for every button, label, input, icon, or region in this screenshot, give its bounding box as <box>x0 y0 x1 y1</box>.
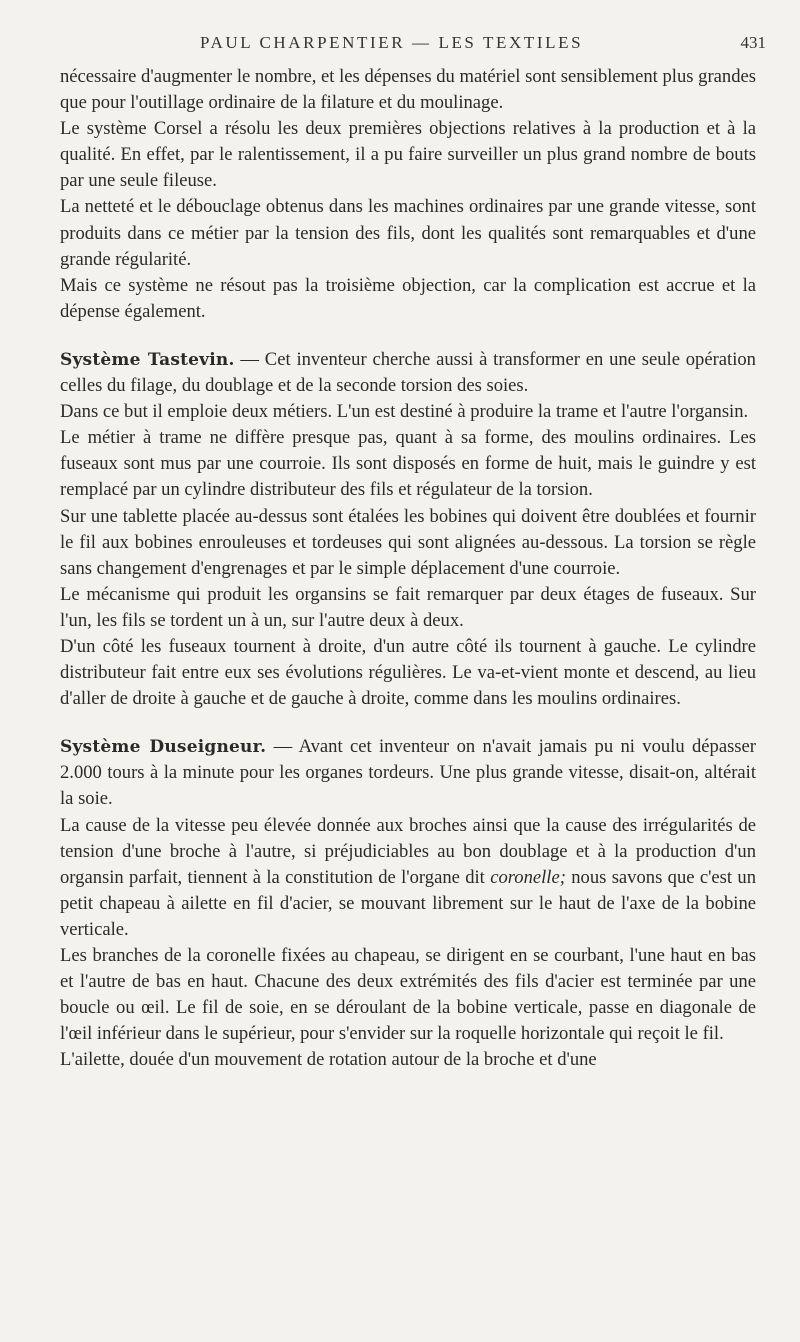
page-number: 431 <box>740 33 766 52</box>
section-heading-tastevin: Système Tastevin. <box>60 349 235 370</box>
section-heading-duseigneur: Système Duseigneur. <box>60 737 267 758</box>
paragraph-text: — Cet inventeur cherche aussi à transformer en une seule opération celles du filage, du doublage et de la seconde torsion des soies. <box>60 348 756 397</box>
section-gap <box>60 712 756 734</box>
paragraph: Le mécanisme qui produit les organsins se fait remarquer par deux étages de fuseaux. Sur l'un, les fils se tordent un à un, sur l'autre deux à deux. <box>60 583 756 631</box>
italic-term: coronelle; <box>490 866 566 888</box>
page-header <box>0 33 800 55</box>
paragraph: La netteté et le débouclage obtenus dans les machines ordinaires par une grande vitesse, sont produits dans ce métier par la tension des fils, dont les qualités sont remarquables et d'une grande régularité. <box>60 196 756 270</box>
paragraph: Le système Corsel a résolu les deux premières objections relatives à la production et à la qualité. En effet, par le ralentissement, il a pu faire surveiller un plus grand nombre de bouts par une seule fileuse. <box>60 118 756 192</box>
running-head: PAUL CHARPENTIER — LES TEXTILES <box>200 33 584 52</box>
body-text <box>60 64 756 1073</box>
section-gap <box>60 325 756 347</box>
paragraph-text: nous savons que c'est un petit chapeau à ailette en fil d'acier, se mouvant librement sur le haut de l'axe de la bobine verticale. <box>60 866 757 940</box>
paragraph: Sur une tablette placée au-dessus sont étalées les bobines qui doivent être doublées et fournir le fil aux bobines enrouleuses et tordeuses qui sont alignées au-dessous. La torsion se règle sans changement d'engrenages et par le simple déplacement d'une courroie. <box>60 505 756 579</box>
paragraph-text: — Avant cet inventeur on n'avait jamais pu ni voulu dépasser 2.000 tours à la minute pour les organes tordeurs. Une plus grande vitesse, disait-on, altérait la soie. <box>60 736 756 810</box>
paragraph <box>60 813 756 943</box>
paragraph-text: La cause de la vitesse peu élevée donnée aux broches ainsi que la cause des irrégularités de tension d'une broche à l'autre, si préjudiciables au bon doublage et à la production d'un organsin parfait, tiennent à la constitution de l'organe dit <box>60 814 756 888</box>
paragraph: L'ailette, douée d'un mouvement de rotation autour de la broche et d'une <box>60 1049 597 1071</box>
paragraph: D'un côté les fuseaux tournent à droite, d'un autre côté ils tournent à gauche. Le cylindre distributeur fait entre eux ses évolutions régulières. Le va-et-vient monte et descend, au lieu d'aller de droite à gauche et de gauche à droite, comme dans les moulins ordinaires. <box>60 635 756 710</box>
section-paragraph-tastevin <box>60 347 756 399</box>
paragraph: nécessaire d'augmenter le nombre, et les dépenses du matériel sont sensiblement plus grandes que pour l'outillage ordinaire de la filature et du moulinage. <box>60 66 756 114</box>
paragraph: Dans ce but il emploie deux métiers. L'un est destiné à produire la trame et l'autre l'organsin. <box>60 401 749 423</box>
paragraph: Les branches de la coronelle fixées au chapeau, se dirigent en se courbant, l'une haut en bas et l'autre de bas en haut. Chacune des deux extrémités des fils d'acier est terminée par une boucle ou œil. Le fil de soie, en se déroulant de la bobine verticale, passe en diagonale de l'œil inférieur dans le supérieur, pour s'envider sur la roquelle horizontale qui reçoit le fil. <box>60 945 756 1045</box>
paragraph: Le métier à trame ne diffère presque pas, quant à sa forme, des moulins ordinaires. Les fuseaux sont mus par une courroie. Ils sont disposés en forme de huit, mais le guindre y est remplacé par un cylindre distributeur des fils et régulateur de la torsion. <box>60 427 756 501</box>
paragraph: Mais ce système ne résout pas la troisième objection, car la complication est accrue et la dépense également. <box>60 274 756 322</box>
section-paragraph-duseigneur <box>60 734 756 812</box>
